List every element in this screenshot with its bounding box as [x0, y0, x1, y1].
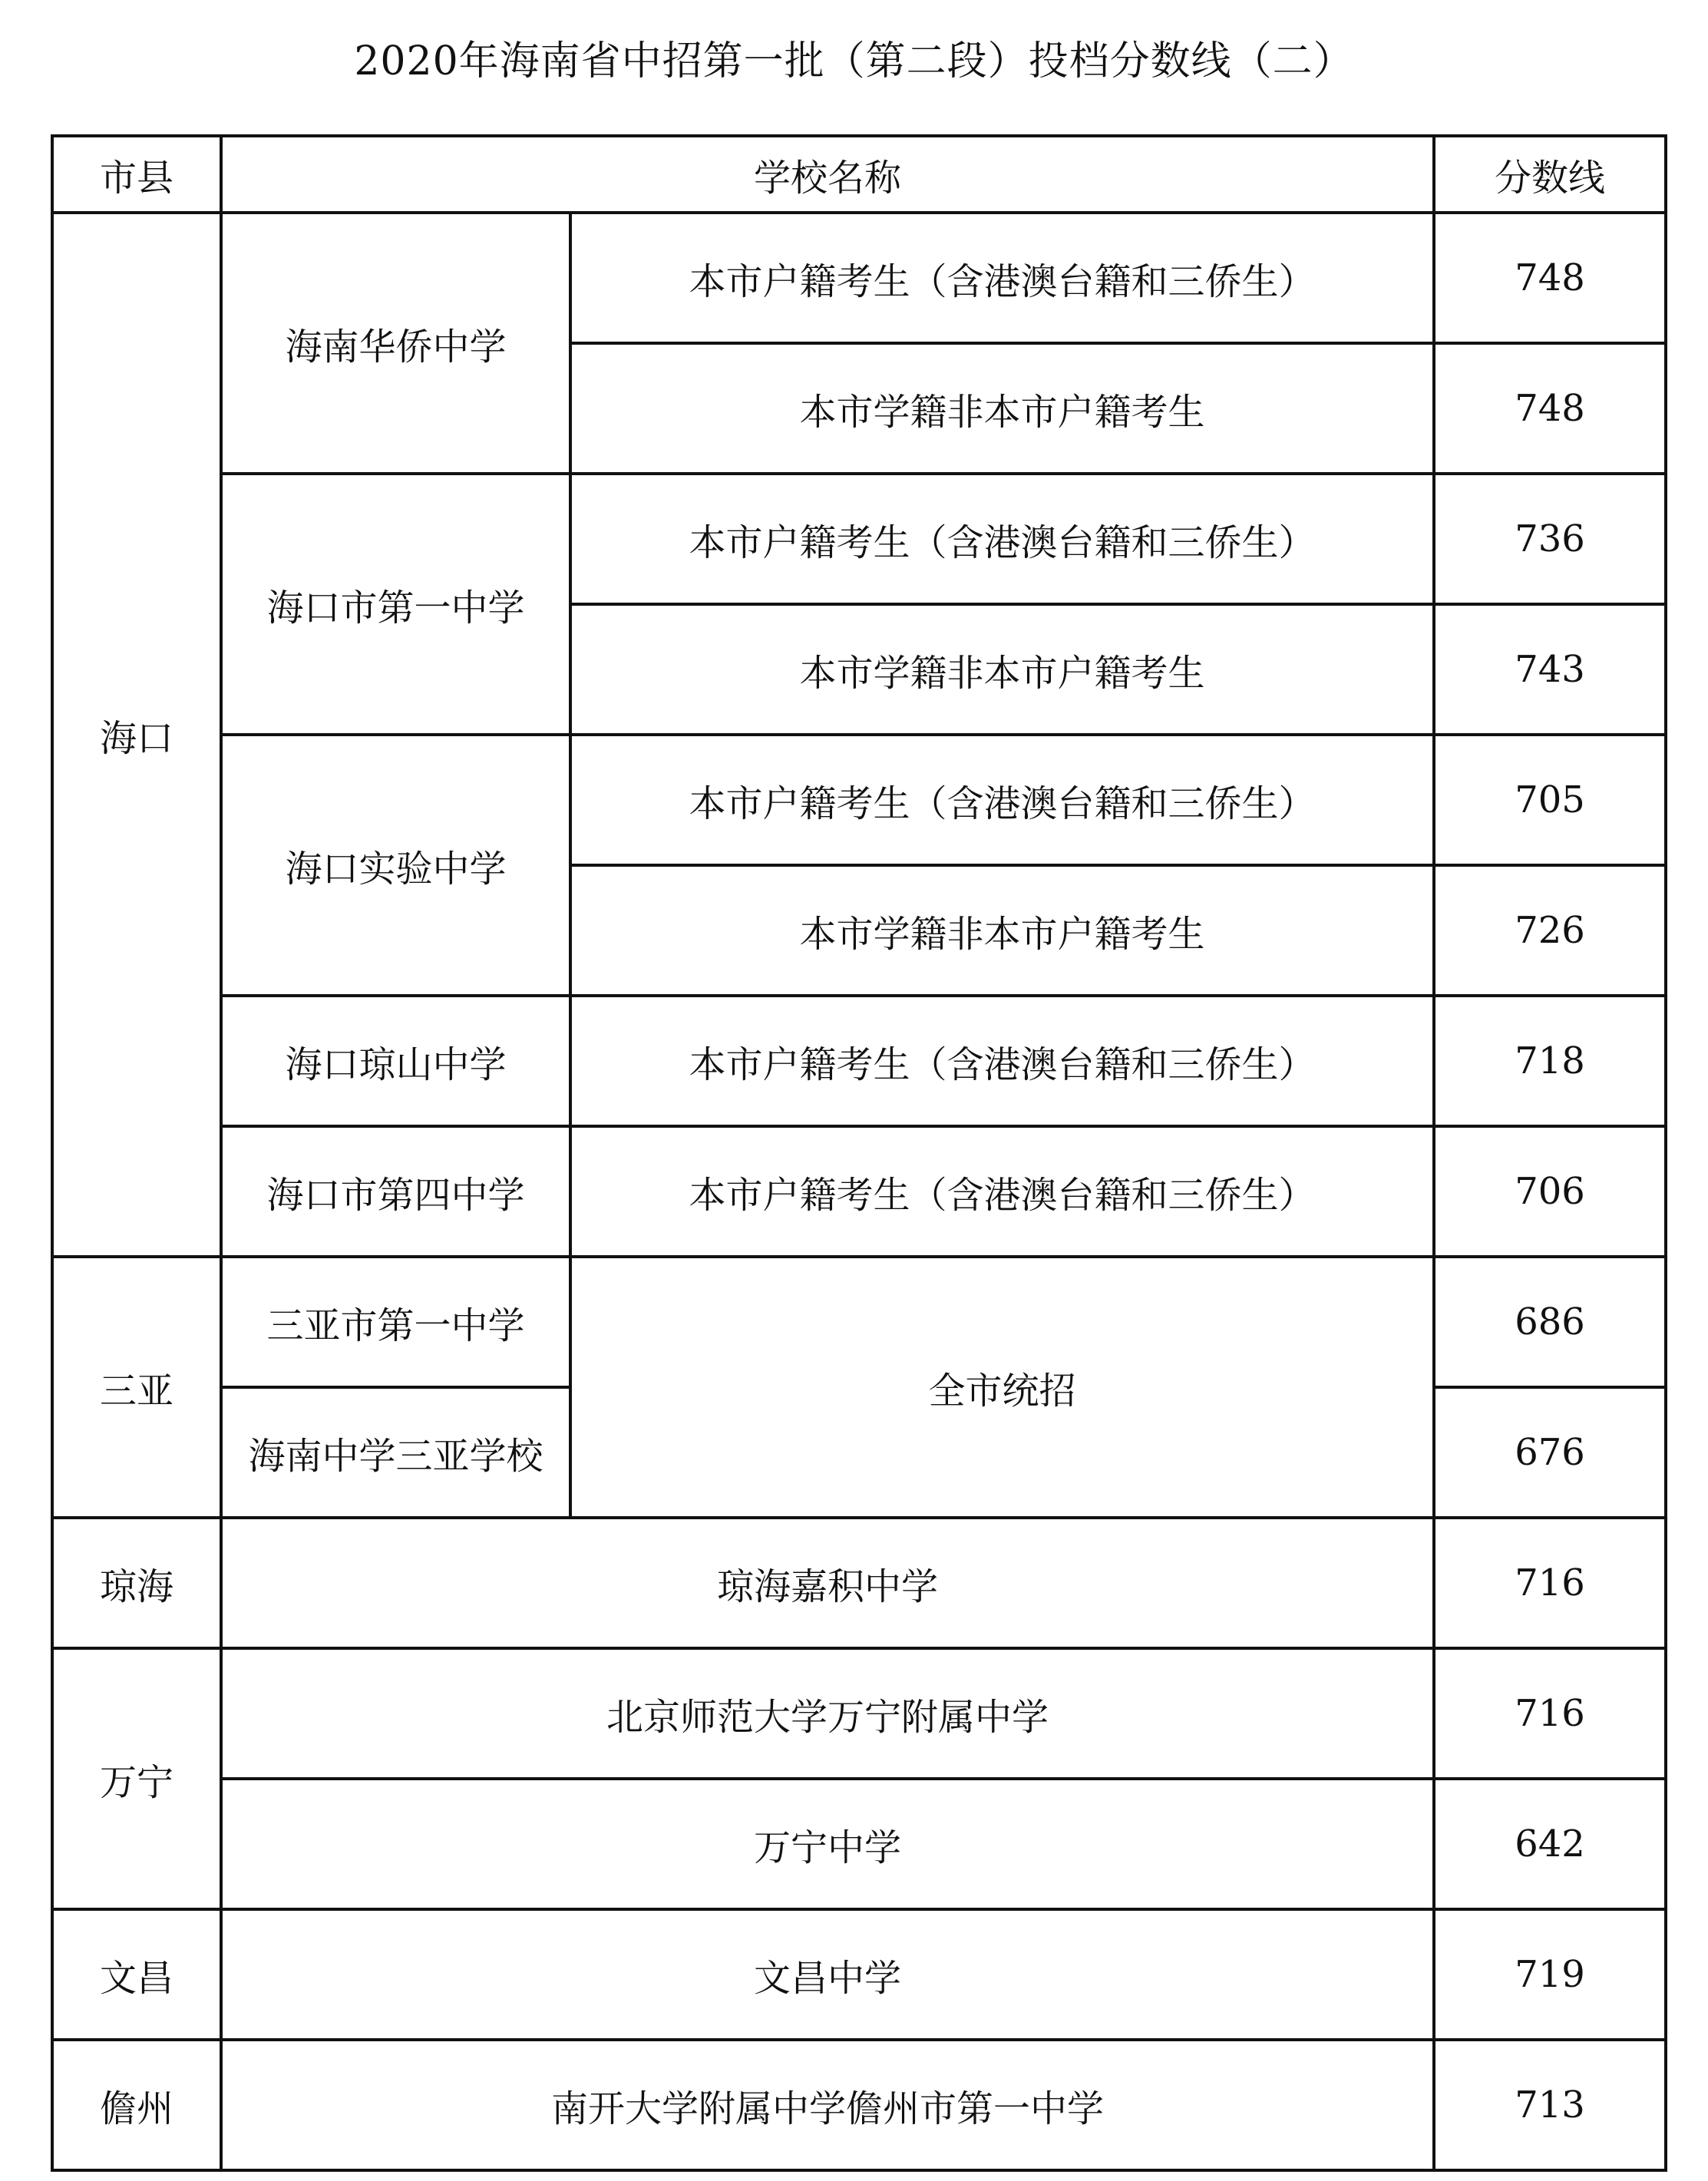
category-cell: 本市学籍非本市户籍考生 — [570, 865, 1434, 996]
score-cell: 713 — [1434, 2040, 1666, 2170]
school-cell: 海口市第四中学 — [221, 1126, 570, 1257]
table-row — [52, 1126, 1666, 1257]
school-cell: 海南华侨中学 — [221, 213, 570, 474]
category-cell: 本市学籍非本市户籍考生 — [570, 343, 1434, 474]
table-row — [52, 1779, 1666, 1909]
score-cell: 743 — [1434, 604, 1666, 735]
city-cell: 琼海 — [52, 1518, 221, 1648]
score-cell: 676 — [1434, 1387, 1666, 1518]
category-cell: 本市户籍考生（含港澳台籍和三侨生） — [570, 735, 1434, 865]
score-cell: 748 — [1434, 213, 1666, 343]
header-school: 学校名称 — [221, 136, 1434, 213]
city-cell: 万宁 — [52, 1648, 221, 1909]
school-cell: 文昌中学 — [221, 1909, 1434, 2040]
table-row — [52, 1909, 1666, 2040]
table-row — [52, 1257, 1666, 1387]
city-cell: 海口 — [52, 213, 221, 1257]
table-row — [52, 213, 1666, 343]
header-score: 分数线 — [1434, 136, 1666, 213]
category-cell: 本市户籍考生（含港澳台籍和三侨生） — [570, 1126, 1434, 1257]
page-title: 2020年海南省中招第一批（第二段）投档分数线（二） — [354, 38, 1354, 84]
category-cell: 本市户籍考生（含港澳台籍和三侨生） — [570, 996, 1434, 1126]
score-cell: 686 — [1434, 1257, 1666, 1387]
score-cell: 716 — [1434, 1648, 1666, 1779]
school-cell: 海口市第一中学 — [221, 474, 570, 735]
category-cell: 本市户籍考生（含港澳台籍和三侨生） — [570, 213, 1434, 343]
score-cell: 706 — [1434, 1126, 1666, 1257]
score-table — [51, 134, 1667, 2172]
school-cell: 琼海嘉积中学 — [221, 1518, 1434, 1648]
category-cell: 本市学籍非本市户籍考生 — [570, 604, 1434, 735]
score-cell: 718 — [1434, 996, 1666, 1126]
header-city: 市县 — [52, 136, 221, 213]
table-row — [52, 996, 1666, 1126]
score-cell: 705 — [1434, 735, 1666, 865]
school-cell: 三亚市第一中学 — [221, 1257, 570, 1387]
table-row — [52, 474, 1666, 604]
table-row — [52, 1518, 1666, 1648]
category-cell: 本市户籍考生（含港澳台籍和三侨生） — [570, 474, 1434, 604]
score-cell: 726 — [1434, 865, 1666, 996]
school-cell: 海南中学三亚学校 — [221, 1387, 570, 1518]
score-cell: 719 — [1434, 1909, 1666, 2040]
city-cell: 三亚 — [52, 1257, 221, 1518]
school-cell: 万宁中学 — [221, 1779, 1434, 1909]
score-cell: 716 — [1434, 1518, 1666, 1648]
table-row — [52, 2040, 1666, 2170]
table-row — [52, 735, 1666, 865]
score-cell: 642 — [1434, 1779, 1666, 1909]
table-row — [52, 1648, 1666, 1779]
city-cell: 文昌 — [52, 1909, 221, 2040]
score-cell: 748 — [1434, 343, 1666, 474]
school-cell: 北京师范大学万宁附属中学 — [221, 1648, 1434, 1779]
school-cell: 海口实验中学 — [221, 735, 570, 996]
table-header-row — [52, 136, 1666, 213]
school-cell: 海口琼山中学 — [221, 996, 570, 1126]
score-cell: 736 — [1434, 474, 1666, 604]
school-cell: 南开大学附属中学儋州市第一中学 — [221, 2040, 1434, 2170]
category-cell: 全市统招 — [570, 1257, 1434, 1518]
city-cell: 儋州 — [52, 2040, 221, 2170]
